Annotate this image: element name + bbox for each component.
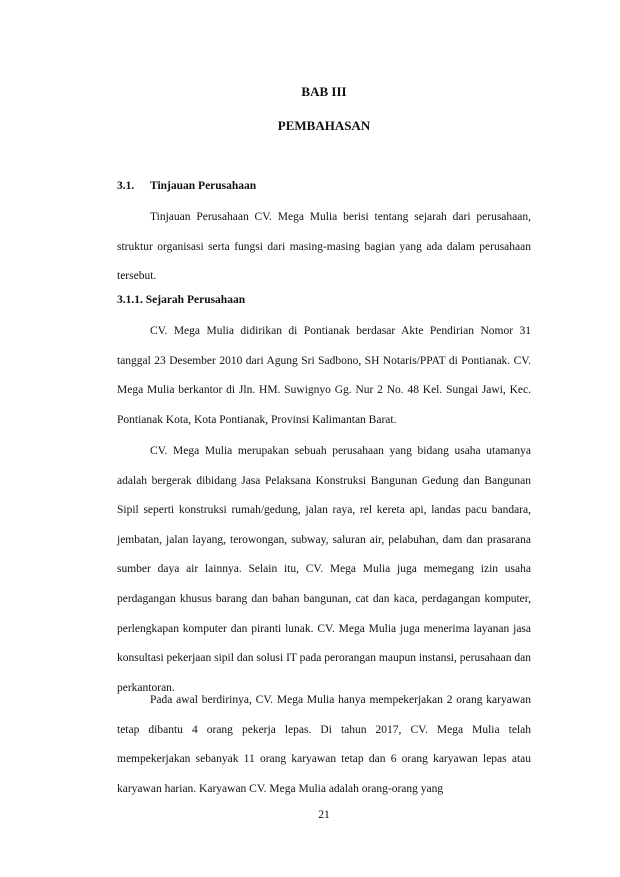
chapter-number: BAB III [301, 84, 347, 99]
chapter-title: PEMBAHASAN [277, 118, 371, 133]
section-3-1-paragraph: Tinjauan Perusahaan CV. Mega Mulia berisi tentang sejarah dari perusahaan, struktur organisasi serta fungsi dari masing-masing bagian yang ada dalam perusahaan tersebut. [117, 211, 531, 283]
history-paragraph-1: CV. Mega Mulia didirikan di Pontianak berdasar Akte Pendirian Nomor 31 tanggal 23 Desember 2010 dari Agung Sri Sadbono, SH Notaris/PPAT di Pontianak. CV. Mega Mulia berkantor di Jln. HM. Suwignyo Gg. Nur 2 No. 48 Kel. Sungai Jawi, Kec. Pontianak Kota, Kota Pontianak, Provinsi Kalimantan Barat. [117, 325, 531, 426]
history-paragraph-3: Pada awal berdirinya, CV. Mega Mulia hanya mempekerjakan 2 orang karyawan tetap dibantu 4 orang pekerja lepas. Di tahun 2017, CV. Mega Mulia telah mempekerjakan sebanyak 11 orang karyawan tetap dan 6 orang karyawan lepas atau karyawan harian. Karyawan CV. Mega Mulia adalah orang-orang yang [117, 694, 531, 795]
history-paragraph-2: CV. Mega Mulia merupakan sebuah perusahaan yang bidang usaha utamanya adalah bergerak dibidang Jasa Pelaksana Konstruksi Bangunan Gedung dan Bangunan Sipil seperti konstruksi rumah/gedung, jalan raya, rel kereta api, landas pacu bandara, jembatan, jalan layang, terowongan, subway, saluran air, pelabuhan, dam dan prasarana sumber daya air lainnya. Selain itu, CV. Mega Mulia juga memegang izin usaha perdagangan khusus barang dan bahan bangunan, cat dan kaca, perdagangan komputer, perlengkapan komputer dan piranti lunak. CV. Mega Mulia juga menerima layanan jasa konsultasi pekerjaan sipil dan solusi IT pada perorangan maupun instansi, perusahaan dan perkantoran. [117, 445, 531, 694]
section-number: 3.1. [117, 180, 135, 192]
subsection-heading-3-1-1: 3.1.1. Sejarah Perusahaan [117, 294, 246, 306]
section-title: Tinjauan Perusahaan [150, 180, 257, 192]
page-number: 21 [318, 809, 330, 821]
section-heading-3-1 [117, 180, 256, 192]
